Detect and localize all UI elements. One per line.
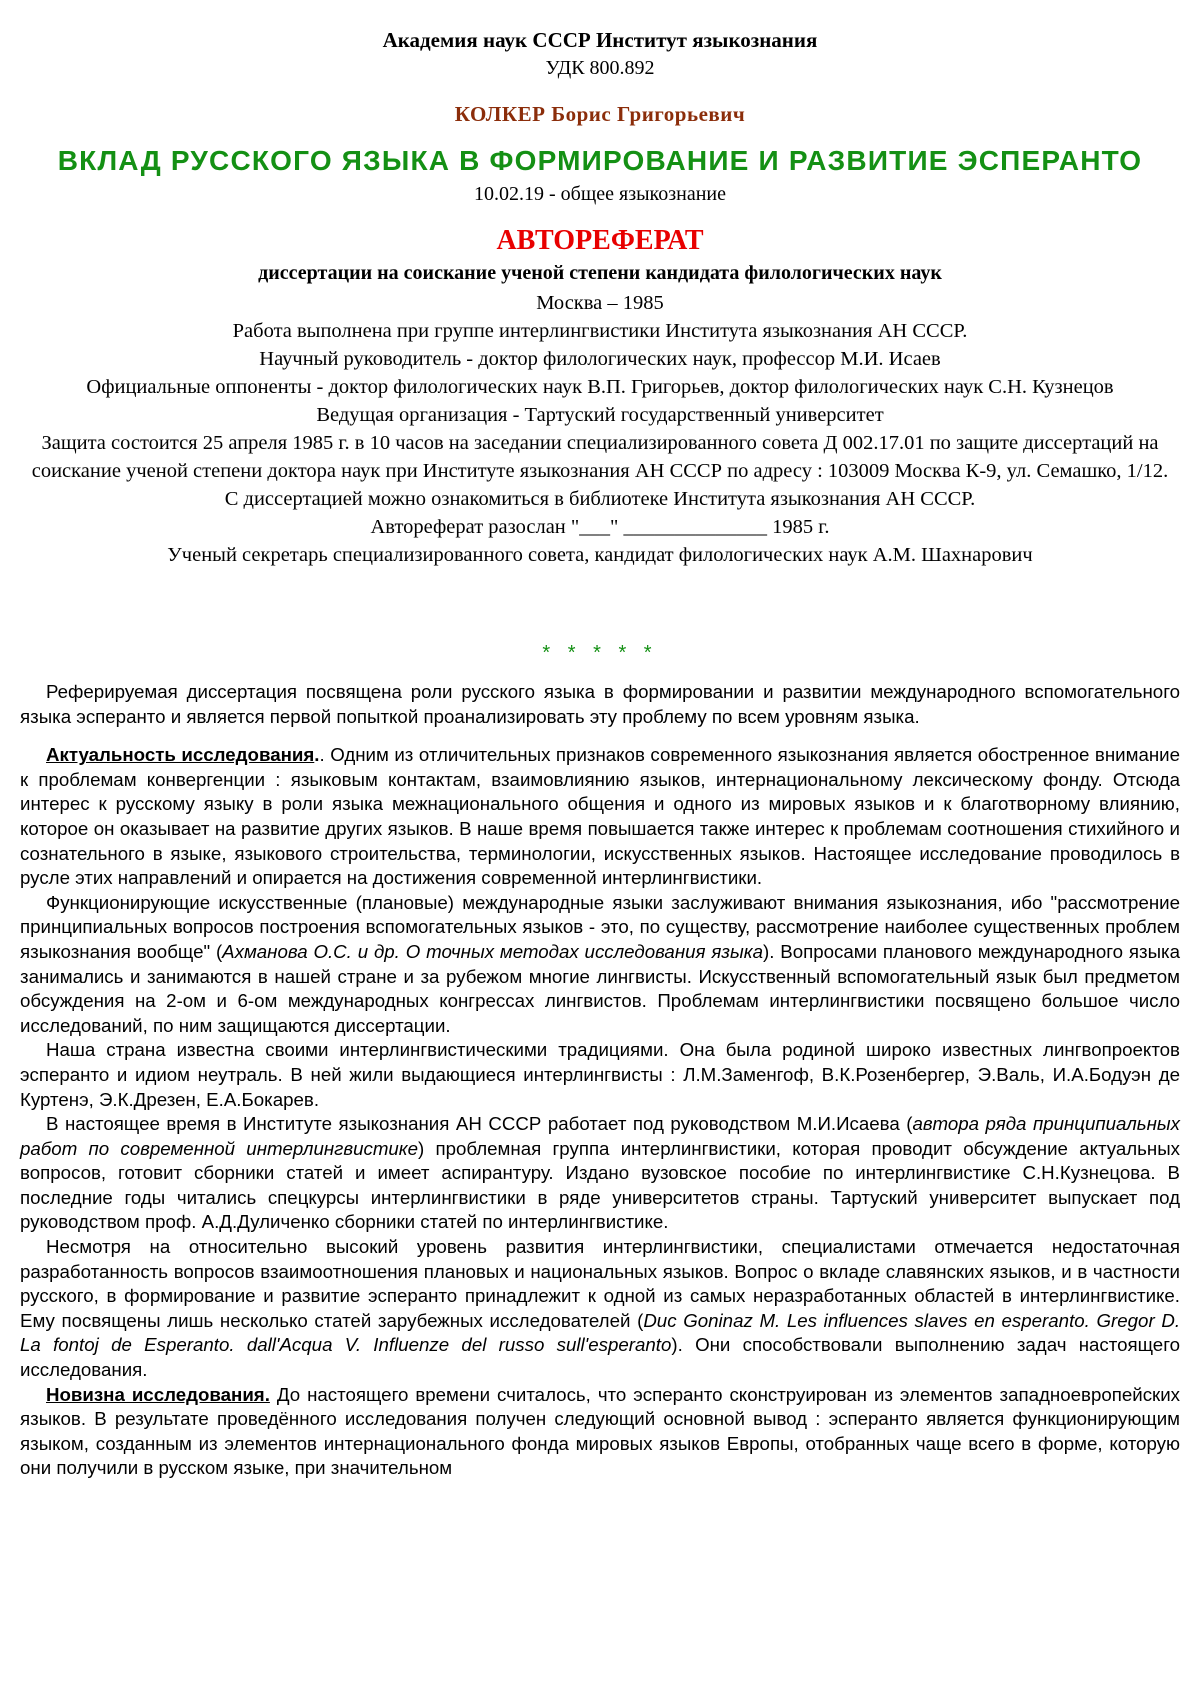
supervisor: Научный руководитель - доктор филологических наук, профессор М.И. Исаев	[259, 348, 941, 370]
defense-info-block	[18, 289, 1182, 569]
paragraph-traditions: Наша страна известна своими интерлингвистическими традициями. Она была родиной широко известных лингвопроектов эсперанто и идиом неутраль. В ней жили выдающиеся интерлингвисты : Л.М.Заменгоф, В.К.Розенбергер, Э.Валь, И.А.Бодуэн де Куртенэ, Э.К.Дрезен, Е.А.Бокарев.	[20, 1039, 1180, 1110]
citation: Duc Goninaz M. Les influences slaves en esperanto. Gregor D. La fontoj de Esperanto. dall'Acqua V. Influenze del russo sull'esperanto	[20, 1309, 1181, 1356]
institution-heading: Академия наук СССР Институт языкознания	[382, 28, 818, 52]
citation: автора ряда принципиальных работ по современной интерлингвистике	[20, 1113, 1180, 1159]
abstract-body	[20, 680, 1180, 1481]
udk-code: УДК 800.892	[545, 57, 655, 79]
dissertation-title: ВКЛАД РУССКОГО ЯЗЫКА В ФОРМИРОВАНИЕ И РАЗВИТИЕ ЭСПЕРАНТО	[57, 145, 1143, 176]
novelty-paragraph: Новизна исследования. До настоящего времени считалось, что эсперанто сконструирован из элементов западноевропейских языков. В результате проведённого исследования получен следующий основной вывод : эсперанто является функционирующим языком, созданным из элементов интернационального фонда мировых языков Европы, отобранных чаще всего в форме, которую они получили в русском языке, при значительном	[20, 1383, 1181, 1479]
city-year: Москва – 1985	[536, 292, 664, 314]
author-name: КОЛКЕР Борис Григорьевич	[454, 102, 746, 126]
defense-details: Защита состоится 25 апреля 1985 г. в 10 часов на заседании специализированного совета Д 002.17.01 по защите диссертаций на соискание ученой степени доктора наук при Институте языкознания АН СССР по адресу : 103009 Москва К-9, ул. Семашко, 1/12.	[31, 432, 1169, 482]
document-type-heading: АВТОРЕФЕРАТ	[496, 225, 704, 256]
scientific-secretary: Ученый секретарь специализированного совета, кандидат филологических наук А.М. Шахнарович	[167, 544, 1033, 566]
paragraph-research-gap: Несмотря на относительно высокий уровень развития интерлингвистики, специалистами отмечается недостаточная разработанность вопросов взаимоотношения плановых и национальных языков. Вопрос о вкладе славянских языков, и в частности русского, в формирование и развитие эсперанто принадлежит к одной из самых неразработанных областей в интерлингвистике. Ему посвящены лишь несколько статей зарубежных исследователей (Duc Goninaz M. Les influences slaves en esperanto. Gregor D. La fontoj de Esperanto. dall'Acqua V. Influenze del russo sull'esperanto). Они способствовали выполнению задач настоящего исследования.	[20, 1236, 1181, 1381]
leading-organization: Ведущая организация - Тартуский государственный университет	[316, 404, 884, 426]
citation: Ахманова О.С. и др. О точных методах исследования языка	[222, 940, 763, 962]
paragraph-planned-languages: Функционирующие искусственные (плановые) международные языки заслуживают внимания языкознания, ибо "рассмотрение принципиальных вопросов построения вспомогательных языков - это, по существу, рассмотрение наиболее существенных проблем языкознания вообще" (Ахманова О.С. и др. О точных методах исследования языка). Вопросами планового международного языка занимались и занимаются в нашей стране и за рубежом многие лингвисты. Искусственный вспомогательный язык был предметом обсуждения на 2-ом и 6-ом международных конгрессах лингвистов. Проблемам интерлингвистики посвящено большое число исследований, по ним защищаются диссертации.	[20, 891, 1180, 1036]
work-done-at: Работа выполнена при группе интерлингвистики Института языкознания АН СССР.	[232, 320, 968, 342]
library-note: С диссертацией можно ознакомиться в библиотеке Института языкознания АН СССР.	[224, 488, 976, 510]
sent-date: Автореферат разослан "___" ______________ 1985 г.	[370, 516, 830, 538]
novelty-heading: Новизна исследования.	[46, 1383, 270, 1405]
opponents: Официальные оппоненты - доктор филологических наук В.П. Григорьев, доктор филологических наук С.Н. Кузнецов	[86, 376, 1114, 398]
dissertation-degree: диссертации на соискание ученой степени кандидата филологических наук	[258, 262, 942, 284]
relevance-paragraph: Актуальность исследования.. Одним из отличительных признаков современного языкознания является обостренное внимание к проблемам конвергенции : языковым контактам, взаимовлиянию языков, интернациональному лексическому фонду. Отсюда интерес к русскому языку в роли языка межнационального общения и одного из мировых языков и к благотворному влиянию, которое он оказывает на развитие других языков. В наше время повышается также интерес к проблемам соотношения стихийного и сознательного в языке, языкового строительства, терминологии, искусственных языков. Настоящее исследование проводилось в русле этих направлений и опирается на достижения современной интерлингвистики.	[20, 744, 1181, 889]
relevance-heading: Актуальность исследования	[46, 744, 315, 766]
intro-paragraph: Реферируемая диссертация посвящена роли русского языка в формировании и развитии международного вспомогательного языка эсперанто и является первой попыткой проанализировать эту проблему по всем уровням языка.	[20, 681, 1180, 727]
paragraph-current-state: В настоящее время в Институте языкознания АН СССР работает под руководством М.И.Исаева (автора ряда принципиальных работ по современной интерлингвистике) проблемная группа интерлингвистики, которая проводит обсуждение актуальных вопросов, готовит сборники статей и имеет аспирантуру. Издано вузовское пособие по интерлингвистике С.Н.Кузнецова. В последние годы читались спецкурсы интерлингвистики в ряде университетов страны. Тартуский университет выпускает под руководством проф. А.Д.Дуличенко сборники статей по интерлингвистике.	[20, 1113, 1180, 1233]
specialty-code: 10.02.19 - общее языкознание	[474, 183, 726, 205]
section-separator-stars: * * * * *	[542, 642, 658, 664]
